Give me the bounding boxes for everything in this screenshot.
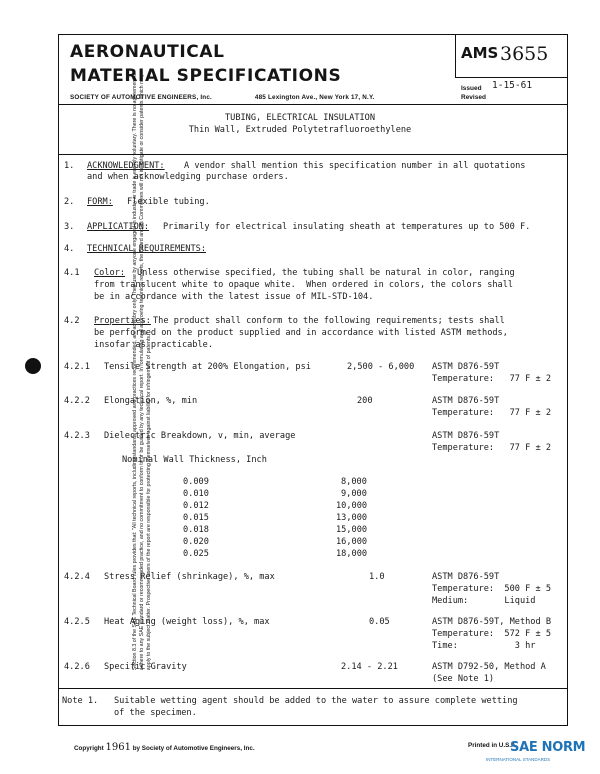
s1-heading: ACKNOWLEDGMENT: xyxy=(87,161,165,171)
society-line xyxy=(70,94,375,101)
breakdown-value: 18,000 xyxy=(336,549,368,559)
p4-condition: Temperature: 500 F ± 5 xyxy=(432,584,551,594)
s4-number: 4. xyxy=(64,244,75,254)
s41-heading: Color: xyxy=(94,268,126,278)
breakdown-value: 16,000 xyxy=(336,537,368,547)
society-name: SOCIETY OF AUTOMOTIVE ENGINEERS, Inc. xyxy=(70,94,212,101)
header-title-line1: AERONAUTICAL xyxy=(70,42,225,62)
p2-method: ASTM D876-59T xyxy=(432,396,500,406)
p5-condition: Temperature: 572 F ± 5 xyxy=(432,629,551,639)
s2-number: 2. xyxy=(64,197,75,207)
p4-name: Stress Relief (shrinkage), %, max xyxy=(104,572,275,582)
p6-value: 2.14 - 2.21 xyxy=(341,662,398,672)
thickness-row: 0.012 xyxy=(183,501,209,511)
doc-title-line1: TUBING, ELECTRICAL INSULATION xyxy=(224,113,376,123)
note-divider xyxy=(58,688,568,689)
breakdown-value: 15,000 xyxy=(336,525,368,535)
note-label: Note 1. xyxy=(62,696,99,706)
header-title-line2: MATERIAL SPECIFICATIONS xyxy=(70,66,342,86)
doc-title-line2: Thin Wall, Extruded Polytetrafluoroethylene xyxy=(188,125,412,135)
s3-number: 3. xyxy=(64,222,75,232)
revised-label: Revised xyxy=(461,94,486,101)
note-line2: of the specimen. xyxy=(114,708,197,718)
s2-text: Flexible tubing. xyxy=(127,197,210,207)
p1-method: ASTM D876-59T xyxy=(432,362,500,372)
ams-number: 3655 xyxy=(500,43,549,65)
ink-blot xyxy=(25,358,41,374)
p4-number: 4.2.4 xyxy=(64,572,90,582)
s41-text-line2: from translucent white to opaque white. When ordered in colors, the colors shall xyxy=(94,280,514,290)
s42-text-line3: insofar as practicable. xyxy=(94,340,213,350)
s1-text-line1: A vendor shall mention this specification number in all quotations xyxy=(184,161,526,171)
issued-date: 1-15-61 xyxy=(492,80,533,91)
s3-text: Primarily for electrical insulating sheath at temperatures up to 500 F. xyxy=(163,222,531,232)
p2-value: 200 xyxy=(357,396,373,406)
p1-value: 2,500 - 6,000 xyxy=(347,362,415,372)
sidebar-legal-notice: Section 8.3 of the SAE Technical Board rules provides that: "All technical reports, including standards approved and practices recommended, are advisory only. Their use by anyone engaged in industry or trade is entirely voluntary. There is no agreement to adhere to any SAE standard or recommended practice, and no commitment to conform to or be guided by any technical report. In formulating and approving technical reports, the Board and its Committees will not investigate or consider patents which may apply to the subject matter. Prospective users of the report are responsible for protecting themselves against liability for infringement of patents." xyxy=(131,72,152,671)
thickness-row: 0.025 xyxy=(183,549,209,559)
p3-name: Dielectric Breakdown, v, min, average xyxy=(104,431,296,441)
s2-heading: FORM: xyxy=(87,197,113,207)
header-divider xyxy=(58,104,568,105)
p5-name: Heat Aging (weight loss), %, max xyxy=(104,617,270,627)
thickness-row: 0.010 xyxy=(183,489,209,499)
p4-method: ASTM D876-59T xyxy=(432,572,500,582)
p2-name: Elongation, %, min xyxy=(104,396,198,406)
p4-value: 1.0 xyxy=(369,572,385,582)
p2-number: 4.2.2 xyxy=(64,396,90,406)
p1-condition: Temperature: 77 F ± 2 xyxy=(432,374,551,384)
p3-subheading: Nominal Wall Thickness, Inch xyxy=(122,455,267,465)
title-divider xyxy=(58,154,568,155)
p3-method: ASTM D876-59T xyxy=(432,431,500,441)
s1-number: 1. xyxy=(64,161,75,171)
thickness-row: 0.009 xyxy=(183,477,209,487)
s3-heading: APPLICATION: xyxy=(87,222,150,232)
copyright-word: Copyright xyxy=(74,745,104,752)
breakdown-value: 10,000 xyxy=(336,501,368,511)
p2-condition: Temperature: 77 F ± 2 xyxy=(432,408,551,418)
s42-heading: Properties: xyxy=(94,316,151,326)
p3-condition: Temperature: 77 F ± 2 xyxy=(432,443,551,453)
p3-number: 4.2.3 xyxy=(64,431,90,441)
p6-method: ASTM D792-50, Method A xyxy=(432,662,546,672)
p1-number: 4.2.1 xyxy=(64,362,90,372)
issued-label: Issued xyxy=(461,85,482,92)
s42-number: 4.2 xyxy=(64,316,80,326)
printed-in: Printed in U.S.A. xyxy=(468,742,518,749)
p6-number: 4.2.6 xyxy=(64,662,90,672)
s41-text-line3: be in accordance with the latest issue of MIL-STD-104. xyxy=(94,292,374,302)
p5-method: ASTM D876-59T, Method B xyxy=(432,617,551,627)
s41-number: 4.1 xyxy=(64,268,80,278)
s41-text-line1: Unless otherwise specified, the tubing shall be natural in color, ranging xyxy=(137,268,515,278)
thickness-row: 0.020 xyxy=(183,537,209,547)
p6-name: Specific Gravity xyxy=(104,662,187,672)
breakdown-value: 9,000 xyxy=(341,489,367,499)
s4-heading: TECHNICAL REQUIREMENTS: xyxy=(87,244,206,254)
copyright-line xyxy=(74,742,255,753)
copyright-year: 1961 xyxy=(105,742,131,753)
society-address: 485 Lexington Ave., New York 17, N.Y. xyxy=(254,94,375,101)
s42-text-line2: be performed on the product supplied and in accordance with listed ASTM methods, xyxy=(94,328,508,338)
p1-name: Tensile Strength at 200% Elongation, psi xyxy=(104,362,311,372)
p6-note-ref: (See Note 1) xyxy=(432,674,495,684)
s1-text-line2: and when acknowledging purchase orders. xyxy=(87,172,289,182)
s42-text-line1: The product shall conform to the following requirements; tests shall xyxy=(153,316,505,326)
p5-time: Time: 3 hr xyxy=(432,641,536,651)
p4-medium: Medium: Liquid xyxy=(432,596,536,606)
copyright-owner: by Society of Automotive Engineers, Inc. xyxy=(132,745,255,752)
watermark-subtitle: INTERNATIONAL STANDARDS xyxy=(486,757,551,762)
breakdown-value: 8,000 xyxy=(341,477,367,487)
note-line1: Suitable wetting agent should be added to the water to assure complete wetting xyxy=(114,696,518,706)
p5-value: 0.05 xyxy=(369,617,390,627)
sae-norm-watermark: SAE NORM xyxy=(510,740,586,755)
breakdown-value: 13,000 xyxy=(336,513,368,523)
thickness-row: 0.018 xyxy=(183,525,209,535)
p5-number: 4.2.5 xyxy=(64,617,90,627)
ams-label: AMS xyxy=(461,44,499,62)
thickness-row: 0.015 xyxy=(183,513,209,523)
